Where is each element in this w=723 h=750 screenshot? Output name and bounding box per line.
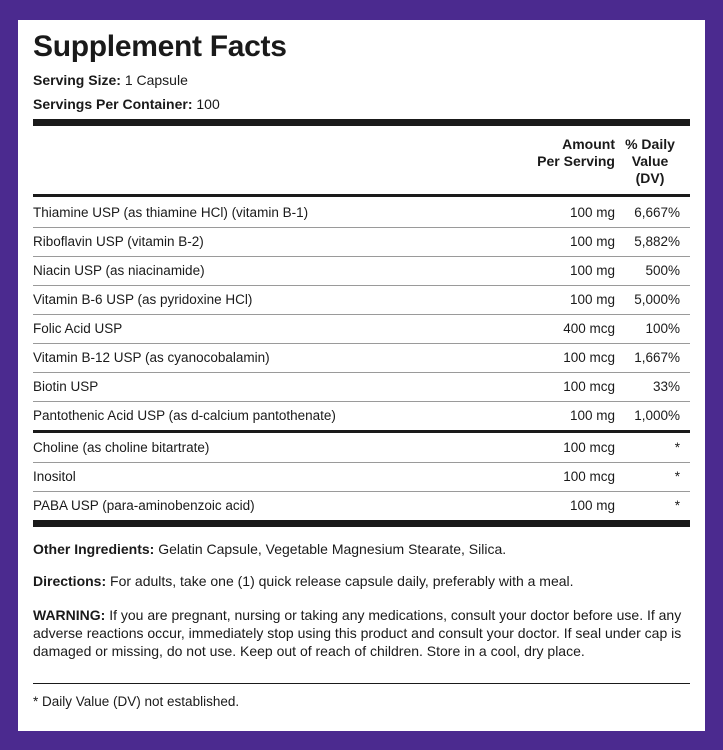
nutrient-dv: 33% <box>652 379 680 394</box>
nutrient-row <box>33 491 690 520</box>
nutrient-name: Vitamin B-6 USP (as pyridoxine HCl) <box>33 292 253 307</box>
directions <box>33 572 690 590</box>
nutrient-name: Thiamine USP (as thiamine HCl) (vitamin B-1) <box>33 205 309 220</box>
nutrient-row <box>33 401 690 430</box>
nutrient-row <box>33 256 690 286</box>
nutrient-row <box>33 372 690 402</box>
servings-per-container-label: Servings Per Container: <box>33 96 193 112</box>
nutrient-name: Folic Acid USP <box>33 321 123 336</box>
nutrient-dv: * <box>674 469 680 484</box>
nutrient-row <box>33 285 690 315</box>
nutrient-amount: 100 mcg <box>563 350 615 365</box>
header-dv-line1: % Daily <box>625 136 675 152</box>
other-ingredients-label: Other Ingredients: <box>33 541 155 557</box>
nutrient-dv: 5,882% <box>634 234 680 249</box>
nutrient-dv: 6,667% <box>634 205 680 220</box>
warning <box>33 606 690 660</box>
serving-size-line <box>33 72 188 88</box>
nutrient-dv: 100% <box>645 321 680 336</box>
bottom-thick-rule <box>33 520 690 527</box>
nutrient-row <box>33 462 690 492</box>
footnote: * Daily Value (DV) not established. <box>33 694 240 709</box>
panel-inner <box>33 20 690 731</box>
nutrient-name: Inositol <box>33 469 76 484</box>
other-ingredients-text: Gelatin Capsule, Vegetable Magnesium Stearate, Silica. <box>154 541 507 557</box>
nutrient-amount: 100 mg <box>569 408 615 423</box>
header-daily-value <box>620 136 680 187</box>
nutrient-name: Riboflavin USP (vitamin B-2) <box>33 234 204 249</box>
nutrient-name: Niacin USP (as niacinamide) <box>33 263 205 278</box>
nutrient-row <box>33 314 690 344</box>
serving-size-label: Serving Size: <box>33 72 121 88</box>
nutrient-dv: * <box>674 440 680 455</box>
servings-per-container-line <box>33 96 220 112</box>
directions-text: For adults, take one (1) quick release capsule daily, preferably with a meal. <box>106 573 574 589</box>
panel-title: Supplement Facts <box>33 30 287 63</box>
nutrient-amount: 100 mg <box>569 205 615 220</box>
header-dv-line2: Value <box>631 153 669 169</box>
header-amount-line2: Per Serving <box>537 153 615 169</box>
directions-label: Directions: <box>33 573 107 589</box>
nutrient-row <box>33 198 690 228</box>
nutrient-amount: 100 mcg <box>563 440 615 455</box>
nutrient-row <box>33 433 690 463</box>
nutrient-amount: 400 mcg <box>563 321 615 336</box>
nutrient-amount: 100 mg <box>569 234 615 249</box>
supplement-facts-panel <box>18 20 705 731</box>
header-amount-line1: Amount <box>562 136 615 152</box>
warning-text: If you are pregnant, nursing or taking any medications, consult your doctor before use. If any adverse reactions occur, immediately stop using this product and consult your doctor. If seal under cap is damaged or missing, do not use. Keep out of reach of children. Store in a cool, dry place. <box>33 607 682 659</box>
nutrient-dv: 1,000% <box>634 408 680 423</box>
footnote-rule <box>33 683 690 684</box>
header-rule <box>33 194 690 197</box>
nutrient-name: Pantothenic Acid USP (as d-calcium pantothenate) <box>33 408 336 423</box>
top-thick-rule <box>33 119 690 126</box>
nutrient-name: PABA USP (para-aminobenzoic acid) <box>33 498 255 513</box>
nutrient-dv: 500% <box>645 263 680 278</box>
nutrient-row <box>33 227 690 257</box>
nutrient-amount: 100 mcg <box>563 379 615 394</box>
nutrient-amount: 100 mg <box>569 498 615 513</box>
nutrient-dv: 5,000% <box>634 292 680 307</box>
nutrient-row <box>33 343 690 373</box>
header-dv-line3: (DV) <box>635 170 665 186</box>
nutrient-dv: * <box>674 498 680 513</box>
other-ingredients <box>33 540 690 558</box>
nutrient-amount: 100 mg <box>569 263 615 278</box>
header-amount <box>495 136 615 170</box>
nutrient-name: Choline (as choline bitartrate) <box>33 440 210 455</box>
nutrient-amount: 100 mg <box>569 292 615 307</box>
warning-label: WARNING: <box>33 607 106 623</box>
servings-per-container-value: 100 <box>196 96 220 112</box>
nutrient-name: Vitamin B-12 USP (as cyanocobalamin) <box>33 350 270 365</box>
nutrient-name: Biotin USP <box>33 379 99 394</box>
nutrient-dv: 1,667% <box>634 350 680 365</box>
serving-size-value: 1 Capsule <box>124 72 188 88</box>
nutrient-amount: 100 mcg <box>563 469 615 484</box>
